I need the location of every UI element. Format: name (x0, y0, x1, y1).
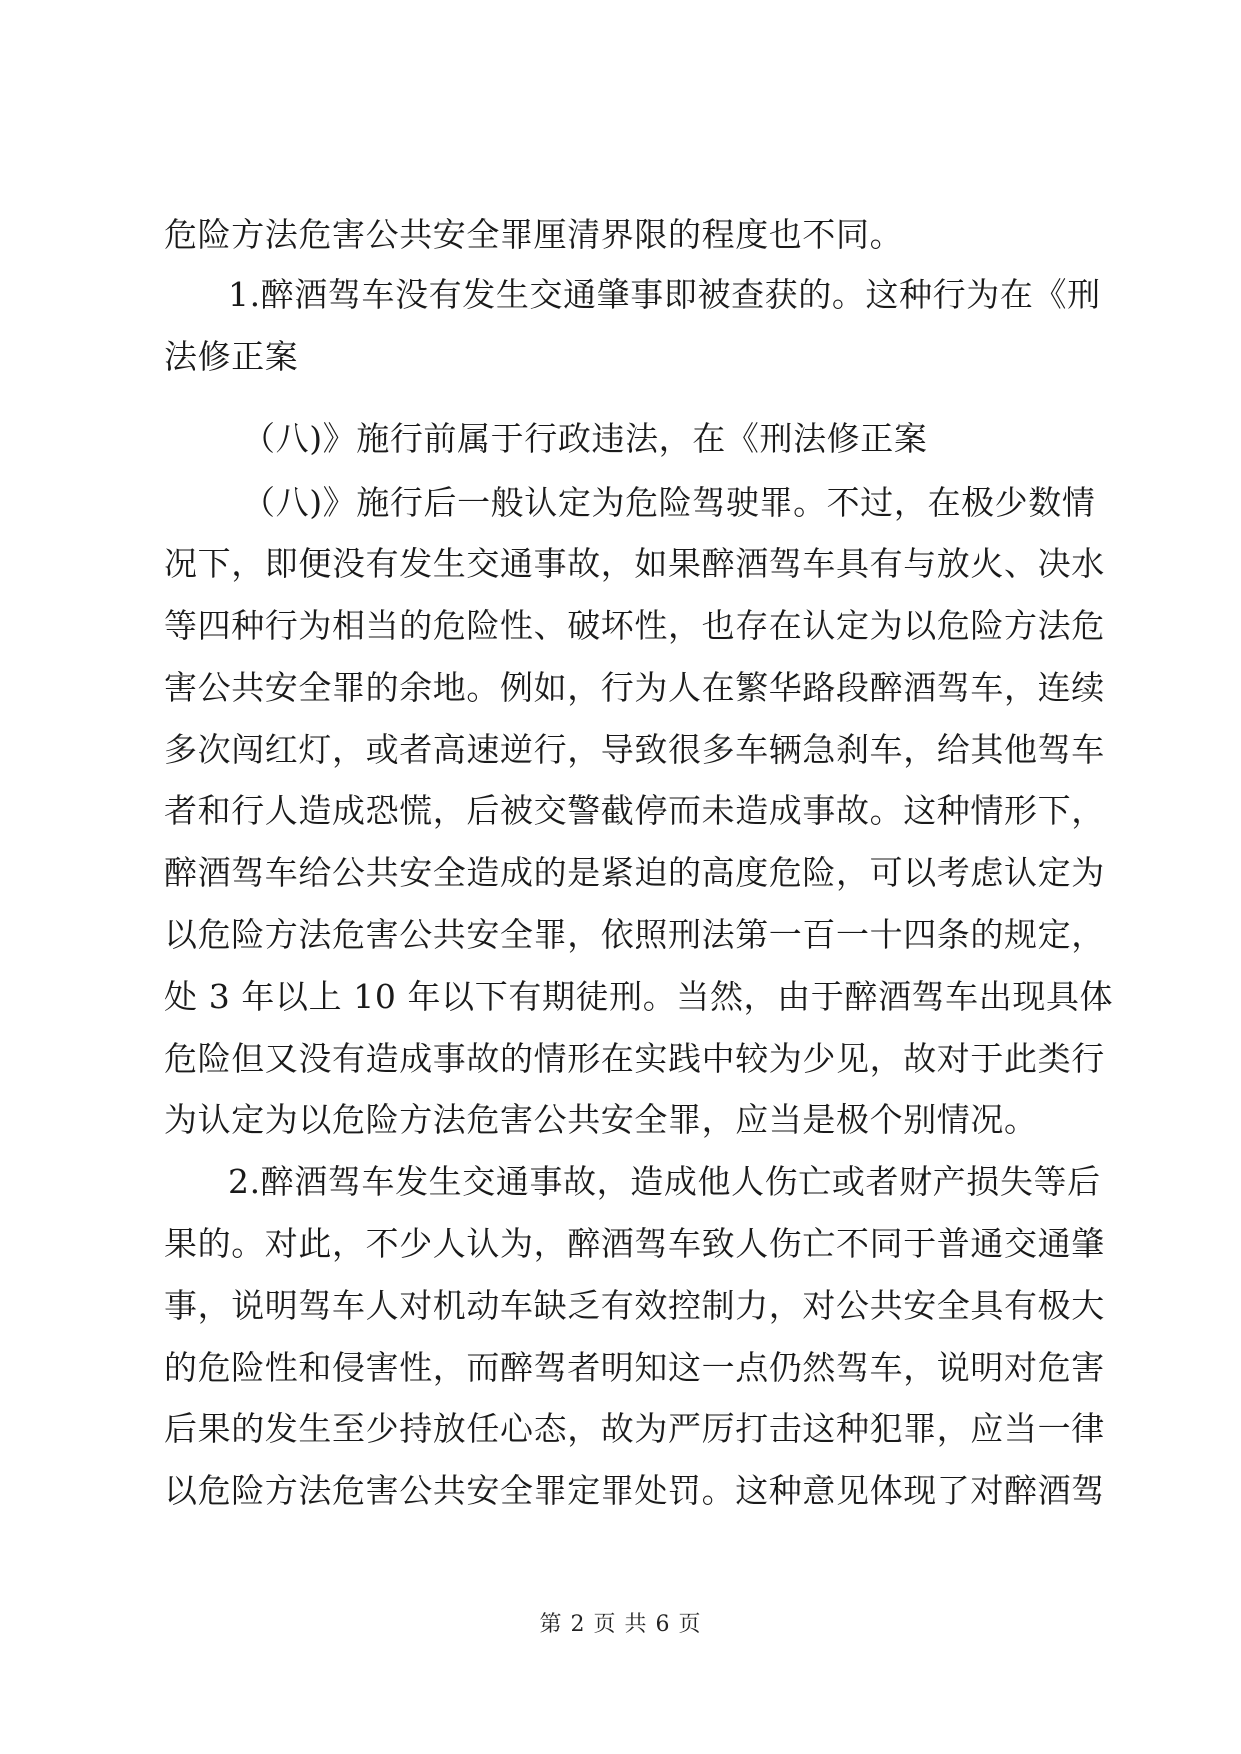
text-line: （八)》施行后一般认定为危险驾驶罪。不过，在极少数情 (242, 483, 1096, 522)
text-line: 2.醉酒驾车发生交通事故，造成他人伤亡或者财产损失等后 (228, 1162, 1101, 1201)
text-line: 事，说明驾车人对机动车缺乏有效控制力，对公共安全具有极大 (164, 1286, 1105, 1325)
text-line: （八)》施行前属于行政违法，在《刑法修正案 (242, 419, 928, 458)
text-line: 多次闯红灯，或者高速逆行，导致很多车辆急刹车，给其他驾车 (164, 730, 1105, 769)
text-line: 害公共安全罪的余地。例如，行为人在繁华路段醉酒驾车，连续 (164, 668, 1105, 707)
text-line: 醉酒驾车给公共安全造成的是紧迫的高度危险，可以考虑认定为 (164, 853, 1105, 892)
text-line: 危险方法危害公共安全罪厘清界限的程度也不同。 (164, 215, 904, 254)
text-line: 果的。对此，不少人认为，醉酒驾车致人伤亡不同于普通交通肇 (164, 1224, 1105, 1263)
text-line: 1.醉酒驾车没有发生交通肇事即被查获的。这种行为在《刑 (228, 275, 1101, 314)
text-line: 后果的发生至少持放任心态，故为严厉打击这种犯罪，应当一律 (164, 1409, 1105, 1448)
text-line: 况下，即便没有发生交通事故，如果醉酒驾车具有与放火、决水 (164, 544, 1105, 583)
text-line: 等四种行为相当的危险性、破坏性，也存在认定为以危险方法危 (164, 606, 1105, 645)
text-line: 的危险性和侵害性，而醉驾者明知这一点仍然驾车，说明对危害 (164, 1348, 1105, 1387)
text-line: 以危险方法危害公共安全罪定罪处罚。这种意见体现了对醉酒驾 (164, 1471, 1105, 1510)
text-line: 为认定为以危险方法危害公共安全罪，应当是极个别情况。 (164, 1100, 1038, 1139)
text-line: 法修正案 (164, 337, 299, 376)
text-line: 处 3 年以上 10 年以下有期徒刑。当然，由于醉酒驾车出现具体 (164, 977, 1114, 1016)
page-number-footer: 第 2 页 共 6 页 (539, 1612, 702, 1637)
text-line: 者和行人造成恐慌，后被交警截停而未造成事故。这种情形下， (164, 791, 1105, 830)
text-line: 危险但又没有造成事故的情形在实践中较为少见，故对于此类行 (164, 1039, 1105, 1078)
text-line: 以危险方法危害公共安全罪，依照刑法第一百一十四条的规定， (164, 915, 1105, 954)
